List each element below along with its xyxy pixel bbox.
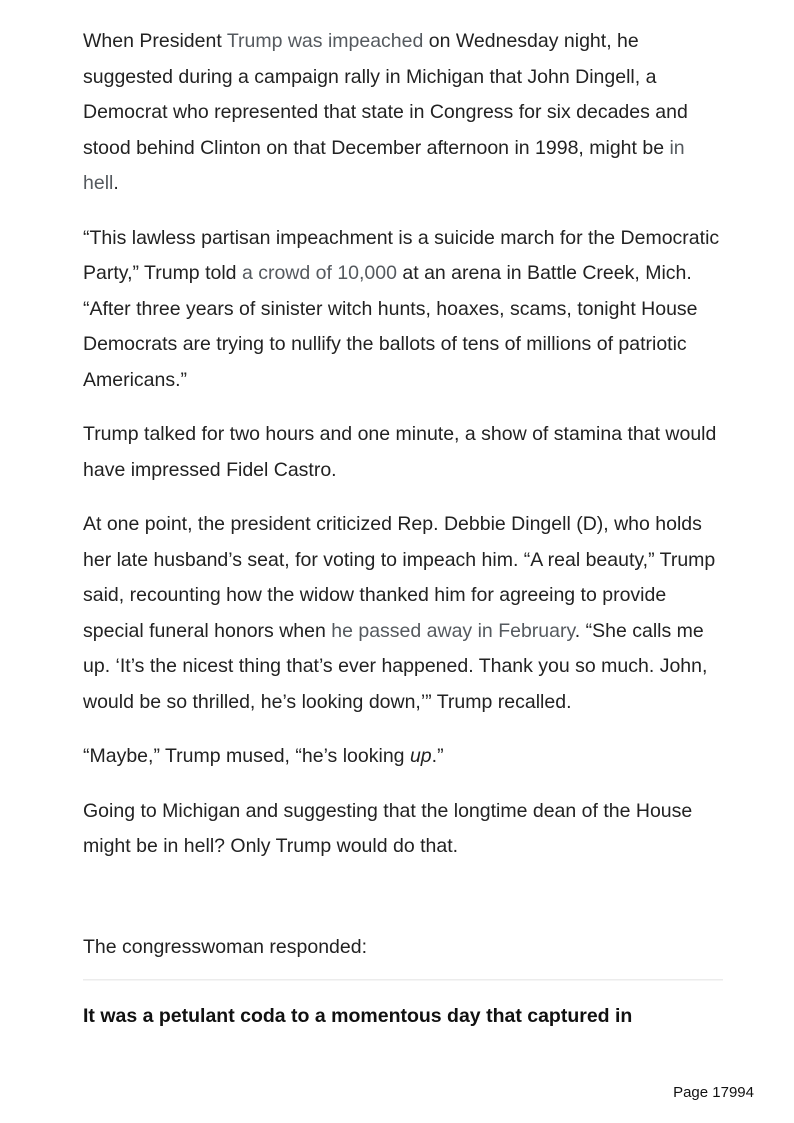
trump-impeached-link[interactable]: Trump was impeached: [226, 30, 424, 52]
section-divider: [83, 979, 723, 981]
page-number: Page 17994: [673, 1084, 754, 1101]
article-body: [83, 24, 723, 1031]
paragraph-petulant-coda: It was a petulant coda to a momentous day that captured in: [83, 1005, 633, 1027]
paragraph-debbie-dingell: At one point, the president criticized Rep. Debbie Dingell (D), who holds her late husband’s seat, for voting to impeach him. “A real beauty,” Trump said, recounting how the widow thanked him for agreeing to provide special funeral honors when he passed away in February. “She calls me up. ‘It’s the nicest thing that’s ever happened. Thank you so much. John, would be so thrilled, he’s looking down,’” Trump recalled.: [83, 513, 716, 713]
embed-spacer: [83, 884, 723, 930]
paragraph-trump-quote: “This lawless partisan impeachment is a suicide march for the Democratic Party,” Trump told a crowd of 10,000 at an arena in Battle Creek, Mich. “After three years of sinister witch hunts, hoaxes, scams, tonight House Democrats are trying to nullify the ballots of tens of millions of patriotic Americans.”: [83, 226, 720, 391]
crowd-of-10000-link[interactable]: a crowd of 10,000: [241, 262, 397, 284]
paragraph-congresswoman-responded: The congresswoman responded:: [83, 935, 367, 958]
in-hell-link[interactable]: in hell: [83, 136, 685, 194]
emphasis-up: up: [409, 745, 432, 767]
paragraph-dean-of-house: Going to Michigan and suggesting that the longtime dean of the House might be in hell? Only Trump would do that.: [83, 799, 693, 857]
passed-away-link[interactable]: he passed away in February: [331, 619, 575, 642]
paragraph-impeachment-rally: When President Trump was impeached on Wednesday night, he suggested during a campaign rally in Michigan that John Dingell, a Democrat who represented that state in Congress for six decades and stood behind Clinton on that December afternoon in 1998, might be in hell.: [83, 30, 688, 194]
paragraph-looking-up: “Maybe,” Trump mused, “he’s looking up.”: [83, 745, 444, 767]
paragraph-speech-length: Trump talked for two hours and one minute, a show of stamina that would have impressed Fidel Castro.: [83, 423, 717, 481]
